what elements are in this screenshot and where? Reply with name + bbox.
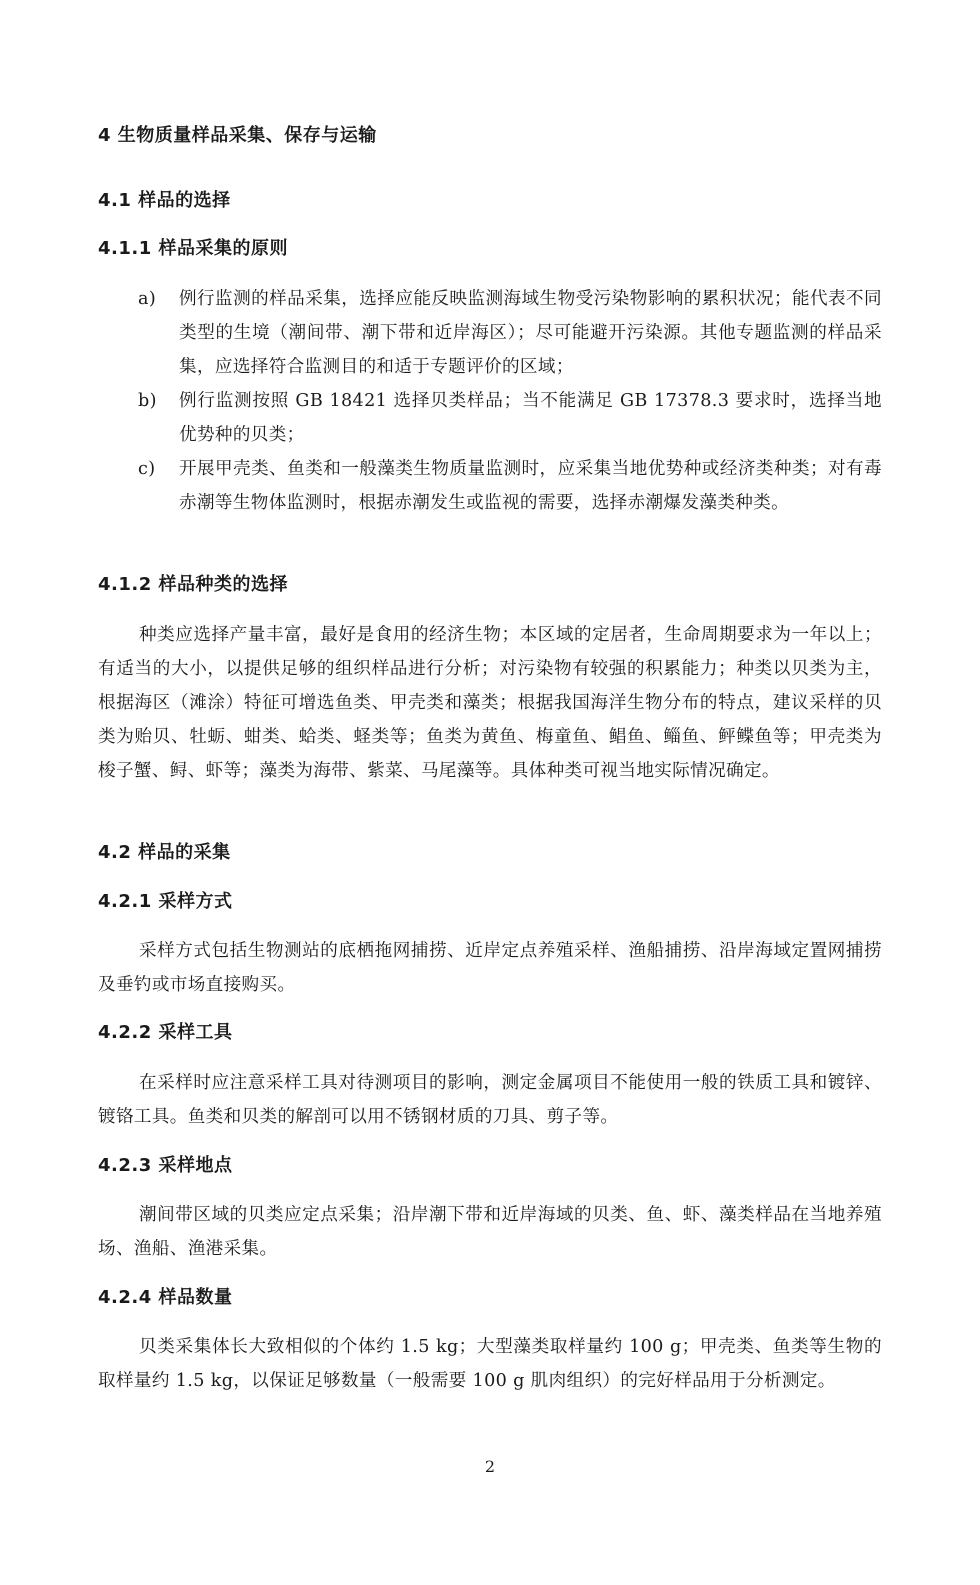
paragraph-sample-quantity: 贝类采集体长大致相似的个体约 1.5 kg；大型藻类取样量约 100 g；甲壳类、鱼类等生物的取样量约 1.5 kg，以保证足够数量（一般需要 100 g 肌肉组织）的完好样品用于分析测定。 [98,1337,882,1391]
list-item [98,452,882,520]
list-item [98,384,882,452]
list-marker: b) [138,391,157,411]
list-item-text: 开展甲壳类、鱼类和一般藻类生物质量监测时，应采集当地优势种或经济类种类；对有毒赤潮等生物体监测时，根据赤潮发生或监视的需要，选择赤潮爆发藻类种类。 [179,459,882,513]
section-heading-4: 4 生物质量样品采集、保存与运输 [98,125,377,146]
paragraph-sampling-method: 采样方式包括生物测站的底栖拖网捕捞、近岸定点养殖采样、渔船捕捞、沿岸海域定置网捕捞及垂钓或市场直接购买。 [98,941,882,995]
section-heading-4-2: 4.2 样品的采集 [98,842,231,863]
section-heading-4-1-1: 4.1.1 样品采集的原则 [98,238,289,259]
list-item-text: 例行监测的样品采集，选择应能反映监测海域生物受污染物影响的累积状况；能代表不同类型的生境（潮间带、潮下带和近岸海区）；尽可能避开污染源。其他专题监测的样品采集，应选择符合监测目的和适于专题评价的区域； [179,289,882,377]
section-heading-4-1: 4.1 样品的选择 [98,190,231,211]
section-heading-4-2-4: 4.2.4 样品数量 [98,1287,233,1308]
paragraph-sampling-location: 潮间带区域的贝类应定点采集；沿岸潮下带和近岸海域的贝类、鱼、虾、藻类样品在当地养殖场、渔船、渔港采集。 [98,1205,882,1259]
page-number: 2 [484,1457,496,1476]
list-marker: a) [138,289,157,309]
list-item [98,282,882,384]
list-marker: c) [138,459,156,479]
section-heading-4-2-1: 4.2.1 采样方式 [98,891,233,912]
paragraph-species-selection: 种类应选择产量丰富，最好是食用的经济生物；本区域的定居者，生命周期要求为一年以上；有适当的大小，以提供足够的组织样品进行分析；对污染物有较强的积累能力；种类以贝类为主，根据海区（滩涂）特征可增选鱼类、甲壳类和藻类；根据我国海洋生物分布的特点，建议采样的贝类为贻贝、牡蛎、蚶类、蛤类、蛏类等；鱼类为黄鱼、梅童鱼、鲳鱼、鲻鱼、鲆鲽鱼等；甲壳类为梭子蟹、鲟、虾等；藻类为海带、紫菜、马尾藻等。具体种类可视当地实际情况确定。 [98,625,882,781]
principles-list [98,282,882,520]
paragraph-sampling-tools: 在采样时应注意采样工具对待测项目的影响，测定金属项目不能使用一般的铁质工具和镀锌、镀铬工具。鱼类和贝类的解剖可以用不锈钢材质的刀具、剪子等。 [98,1073,882,1127]
section-heading-4-2-3: 4.2.3 采样地点 [98,1155,233,1176]
section-heading-4-2-2: 4.2.2 采样工具 [98,1022,233,1043]
section-heading-4-1-2: 4.1.2 样品种类的选择 [98,574,289,595]
list-item-text: 例行监测按照 GB 18421 选择贝类样品；当不能满足 GB 17378.3 要求时，选择当地优势种的贝类； [179,391,882,445]
